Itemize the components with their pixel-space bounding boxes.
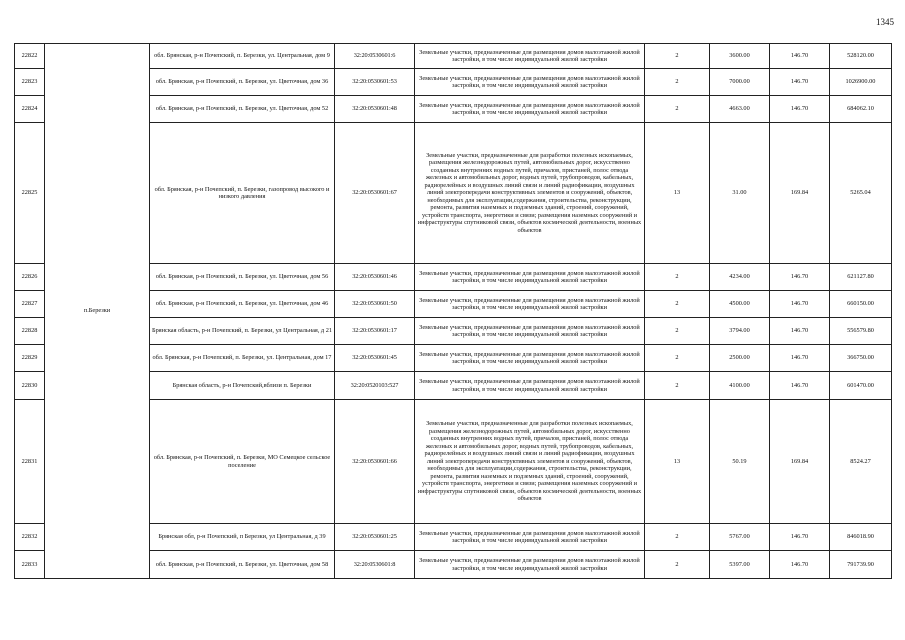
category-cell: 2 xyxy=(645,524,710,551)
address-cell: обл. Брянская, р-н Почепский, п. Березки, ул. Цветочная, дом 46 xyxy=(150,291,335,318)
address-cell: обл. Брянская, р-н Почепский, п. Березки, МО Семецкое сельское поселение xyxy=(150,400,335,524)
cadastral-value: 846018.90 xyxy=(830,524,892,551)
cadastral-value: 660150.00 xyxy=(830,291,892,318)
row-number: 22823 xyxy=(15,69,45,96)
category-cell: 2 xyxy=(645,264,710,291)
row-number: 22828 xyxy=(15,318,45,345)
land-use-cell: Земельные участки, предназначенные для размещения домов малоэтажной жилой застройки, в том числе индивидуальной жилой застройки xyxy=(415,524,645,551)
area-cell: 31.00 xyxy=(710,123,770,264)
address-cell: Брянская обл, р-н Почепский, п Березки, ул Центральная, д 39 xyxy=(150,524,335,551)
area-cell: 2500.00 xyxy=(710,345,770,372)
row-number: 22827 xyxy=(15,291,45,318)
rate-cell: 146.70 xyxy=(770,291,830,318)
category-cell: 2 xyxy=(645,291,710,318)
locality-cell: п.Березки xyxy=(45,44,150,579)
cadastral-value: 1026900.00 xyxy=(830,69,892,96)
row-number: 22833 xyxy=(15,551,45,579)
category-cell: 2 xyxy=(645,44,710,69)
rate-cell: 146.70 xyxy=(770,96,830,123)
cadastral-number: 32:20:0530601:8 xyxy=(335,551,415,579)
land-use-cell: Земельные участки, предназначенные для размещения домов малоэтажной жилой застройки, в том числе индивидуальной жилой застройки xyxy=(415,551,645,579)
cadastral-value: 791739.90 xyxy=(830,551,892,579)
category-cell: 2 xyxy=(645,551,710,579)
row-number: 22831 xyxy=(15,400,45,524)
row-number: 22829 xyxy=(15,345,45,372)
address-cell: обл. Брянская, р-н Почепский, п. Березки, ул. Центральная, дом 17 xyxy=(150,345,335,372)
area-cell: 5397.00 xyxy=(710,551,770,579)
land-use-cell: Земельные участки, предназначенные для размещения домов малоэтажной жилой застройки, в том числе индивидуальной жилой застройки xyxy=(415,318,645,345)
cadastral-number: 32:20:0530601:48 xyxy=(335,96,415,123)
cadastral-value: 8524.27 xyxy=(830,400,892,524)
land-use-cell: Земельные участки, предназначенные для размещения домов малоэтажной жилой застройки, в том числе индивидуальной жилой застройки xyxy=(415,44,645,69)
rate-cell: 169.84 xyxy=(770,123,830,264)
area-cell: 3600.00 xyxy=(710,44,770,69)
category-cell: 2 xyxy=(645,318,710,345)
area-cell: 4500.00 xyxy=(710,291,770,318)
row-number: 22825 xyxy=(15,123,45,264)
cadastral-number: 32:20:0530601:6 xyxy=(335,44,415,69)
row-number: 22824 xyxy=(15,96,45,123)
row-number: 22822 xyxy=(15,44,45,69)
land-use-cell: Земельные участки, предназначенные для размещения домов малоэтажной жилой застройки, в том числе индивидуальной жилой застройки xyxy=(415,291,645,318)
area-cell: 4663.00 xyxy=(710,96,770,123)
land-use-cell: Земельные участки, предназначенные для размещения домов малоэтажной жилой застройки, в том числе индивидуальной жилой застройки xyxy=(415,96,645,123)
area-cell: 3794.00 xyxy=(710,318,770,345)
land-use-cell: Земельные участки, предназначенные для размещения домов малоэтажной жилой застройки, в том числе индивидуальной жилой застройки xyxy=(415,345,645,372)
category-cell: 2 xyxy=(645,372,710,400)
page-number: 1345 xyxy=(876,17,894,27)
rate-cell: 146.70 xyxy=(770,551,830,579)
category-cell: 13 xyxy=(645,123,710,264)
category-cell: 2 xyxy=(645,69,710,96)
land-use-cell: Земельные участки, предназначенные для размещения домов малоэтажной жилой застройки, в том числе индивидуальной жилой застройки xyxy=(415,264,645,291)
cadastral-value: 366750.00 xyxy=(830,345,892,372)
cadastral-value: 5265.04 xyxy=(830,123,892,264)
cadastral-number: 32:20:0530601:53 xyxy=(335,69,415,96)
cadastral-number: 32:20:0530601:66 xyxy=(335,400,415,524)
rate-cell: 146.70 xyxy=(770,372,830,400)
category-cell: 13 xyxy=(645,400,710,524)
cadastral-value: 528120.00 xyxy=(830,44,892,69)
category-cell: 2 xyxy=(645,96,710,123)
address-cell: Брянская область, р-н Почепский, п. Березки, ул Центральная, д 21 xyxy=(150,318,335,345)
cadastral-number: 32:20:0530601:50 xyxy=(335,291,415,318)
cadastral-value: 621127.80 xyxy=(830,264,892,291)
row-number: 22832 xyxy=(15,524,45,551)
row-number: 22830 xyxy=(15,372,45,400)
cadastral-number: 32:20:0530601:46 xyxy=(335,264,415,291)
land-use-cell: Земельные участки, предназначенные для разработки полезных ископаемых, размещения железнодорожных путей, автомобильных дорог, искусственно созданных внутренних водных путей, причалов, пристаней, полос отвода железных и автомобильных дорог, водных путей, трубопроводов, кабельных, радиорелейных и воздушных линий связи и линий радиофикации, воздушных линий электропередачи конструктивных элементов и сооружений, объектов, необходимых для эксплуатации,содержания, строительства, реконструкции, ремонта, развития наземных и подземных зданий, строений, сооружений, устройств транспорта, энергетики и связи; размещения наземных сооружений и инфраструктуры спутниковой связи, объектов космической деятельности, военных объектов xyxy=(415,123,645,264)
address-cell: обл. Брянская, р-н Почепский, п. Березки, газопровод высокого и низкого давления xyxy=(150,123,335,264)
rate-cell: 146.70 xyxy=(770,345,830,372)
address-cell: обл. Брянская, р-н Почепский, п. Березки, ул. Цветочная, дом 36 xyxy=(150,69,335,96)
cadastral-value: 601470.00 xyxy=(830,372,892,400)
rate-cell: 146.70 xyxy=(770,318,830,345)
area-cell: 50.19 xyxy=(710,400,770,524)
row-number: 22826 xyxy=(15,264,45,291)
category-cell: 2 xyxy=(645,345,710,372)
area-cell: 7000.00 xyxy=(710,69,770,96)
land-use-cell: Земельные участки, предназначенные для размещения домов малоэтажной жилой застройки, в том числе индивидуальной жилой застройки xyxy=(415,69,645,96)
rate-cell: 146.70 xyxy=(770,44,830,69)
area-cell: 5767.00 xyxy=(710,524,770,551)
area-cell: 4100.00 xyxy=(710,372,770,400)
land-use-cell: Земельные участки, предназначенные для размещения домов малоэтажной жилой застройки, в том числе индивидуальной жилой застройки xyxy=(415,372,645,400)
address-cell: обл. Брянская, р-н Почепский, п. Березки, ул. Цветочная, дом 56 xyxy=(150,264,335,291)
cadastral-number: 32:20:0520103:527 xyxy=(335,372,415,400)
table-row xyxy=(15,44,892,69)
area-cell: 4234.00 xyxy=(710,264,770,291)
cadastral-value: 556579.80 xyxy=(830,318,892,345)
address-cell: обл. Брянская, р-н Почепский, п. Березки, ул. Цветочная, дом 58 xyxy=(150,551,335,579)
cadastral-value: 684062.10 xyxy=(830,96,892,123)
rate-cell: 146.70 xyxy=(770,524,830,551)
land-use-cell: Земельные участки, предназначенные для разработки полезных ископаемых, размещения железнодорожных путей, автомобильных дорог, искусственно созданных внутренних водных путей, причалов, пристаней, полос отвода железных и автомобильных дорог, водных путей, трубопроводов, кабельных, радиорелейных и воздушных линий связи и линий радиофикации, воздушных линий электропередачи конструктивных элементов и сооружений, объектов, необходимых для эксплуатации,содержания, строительства, реконструкции, ремонта, развития наземных и подземных зданий, строений, сооружений, устройств транспорта, энергетики и связи; размещения наземных сооружений и инфраструктуры спутниковой связи, объектов космической деятельности, военных объектов xyxy=(415,400,645,524)
land-registry-table xyxy=(14,43,892,579)
address-cell: Брянская область, р-н Почепский,вблизи п. Березки xyxy=(150,372,335,400)
cadastral-number: 32:20:0530601:17 xyxy=(335,318,415,345)
address-cell: обл. Брянская, р-н Почепский, п. Березки, ул. Центральная, дом 9 xyxy=(150,44,335,69)
cadastral-number: 32:20:0530601:67 xyxy=(335,123,415,264)
rate-cell: 169.84 xyxy=(770,400,830,524)
cadastral-number: 32:20:0530601:45 xyxy=(335,345,415,372)
rate-cell: 146.70 xyxy=(770,69,830,96)
address-cell: обл. Брянская, р-н Почепский, п. Березки, ул. Цветочная, дом 52 xyxy=(150,96,335,123)
cadastral-number: 32:20:0530601:25 xyxy=(335,524,415,551)
rate-cell: 146.70 xyxy=(770,264,830,291)
